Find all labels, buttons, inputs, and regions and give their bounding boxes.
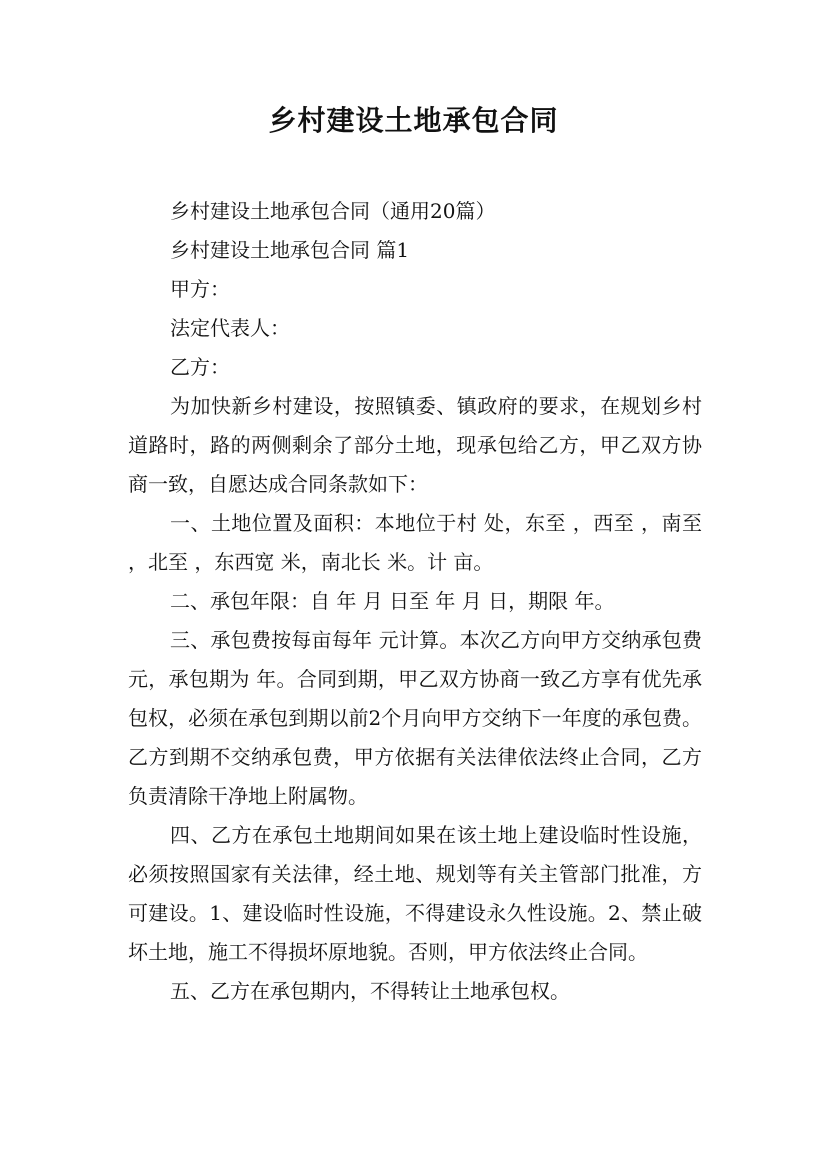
document-body	[128, 192, 702, 1011]
section-heading: 乡村建设土地承包合同 篇1	[170, 238, 410, 262]
clause-1-paragraph: 一、土地位置及面积：本地位于村 处，东至 ，西至 ，南至 ，北至 ，东西宽 米，南北长 米。计 亩。	[128, 511, 702, 574]
party-a-label: 甲方：	[170, 277, 230, 301]
legal-representative-label: 法定代表人：	[170, 316, 290, 340]
clause-4-paragraph: 四、乙方在承包土地期间如果在该土地上建设临时性设施，必须按照国家有关法律，经土地、规划等有关主管部门批准，方可建设。1、建设临时性设施，不得建设永久性设施。2、禁止破坏土地，施工不得损坏原地貌。否则，甲方依法终止合同。	[128, 823, 702, 964]
clause-5-paragraph: 五、乙方在承包期内，不得转让土地承包权。	[170, 979, 570, 1003]
clause-3-paragraph: 三、承包费按每亩每年 元计算。本次乙方向甲方交纳承包费 元，承包期为 年。合同到期，甲乙双方协商一致乙方享有优先承包权，必须在承包到期以前2个月向甲方交纳下一年度的承包费。乙方到期不交纳承包费，甲方依据有关法律依法终止合同，乙方负责清除干净地上附属物。	[128, 628, 702, 808]
clause-2-paragraph: 二、承包年限：自 年 月 日至 年 月 日，期限 年。	[170, 589, 615, 613]
preamble-paragraph: 为加快新乡村建设，按照镇委、镇政府的要求，在规划乡村道路时，路的两侧剩余了部分土地，现承包给乙方，甲乙双方协商一致，自愿达成合同条款如下：	[128, 394, 702, 496]
party-b-label: 乙方：	[170, 355, 230, 379]
subtitle-paragraph: 乡村建设土地承包合同（通用20篇）	[170, 199, 496, 223]
document-title: 乡村建设土地承包合同	[268, 104, 559, 137]
